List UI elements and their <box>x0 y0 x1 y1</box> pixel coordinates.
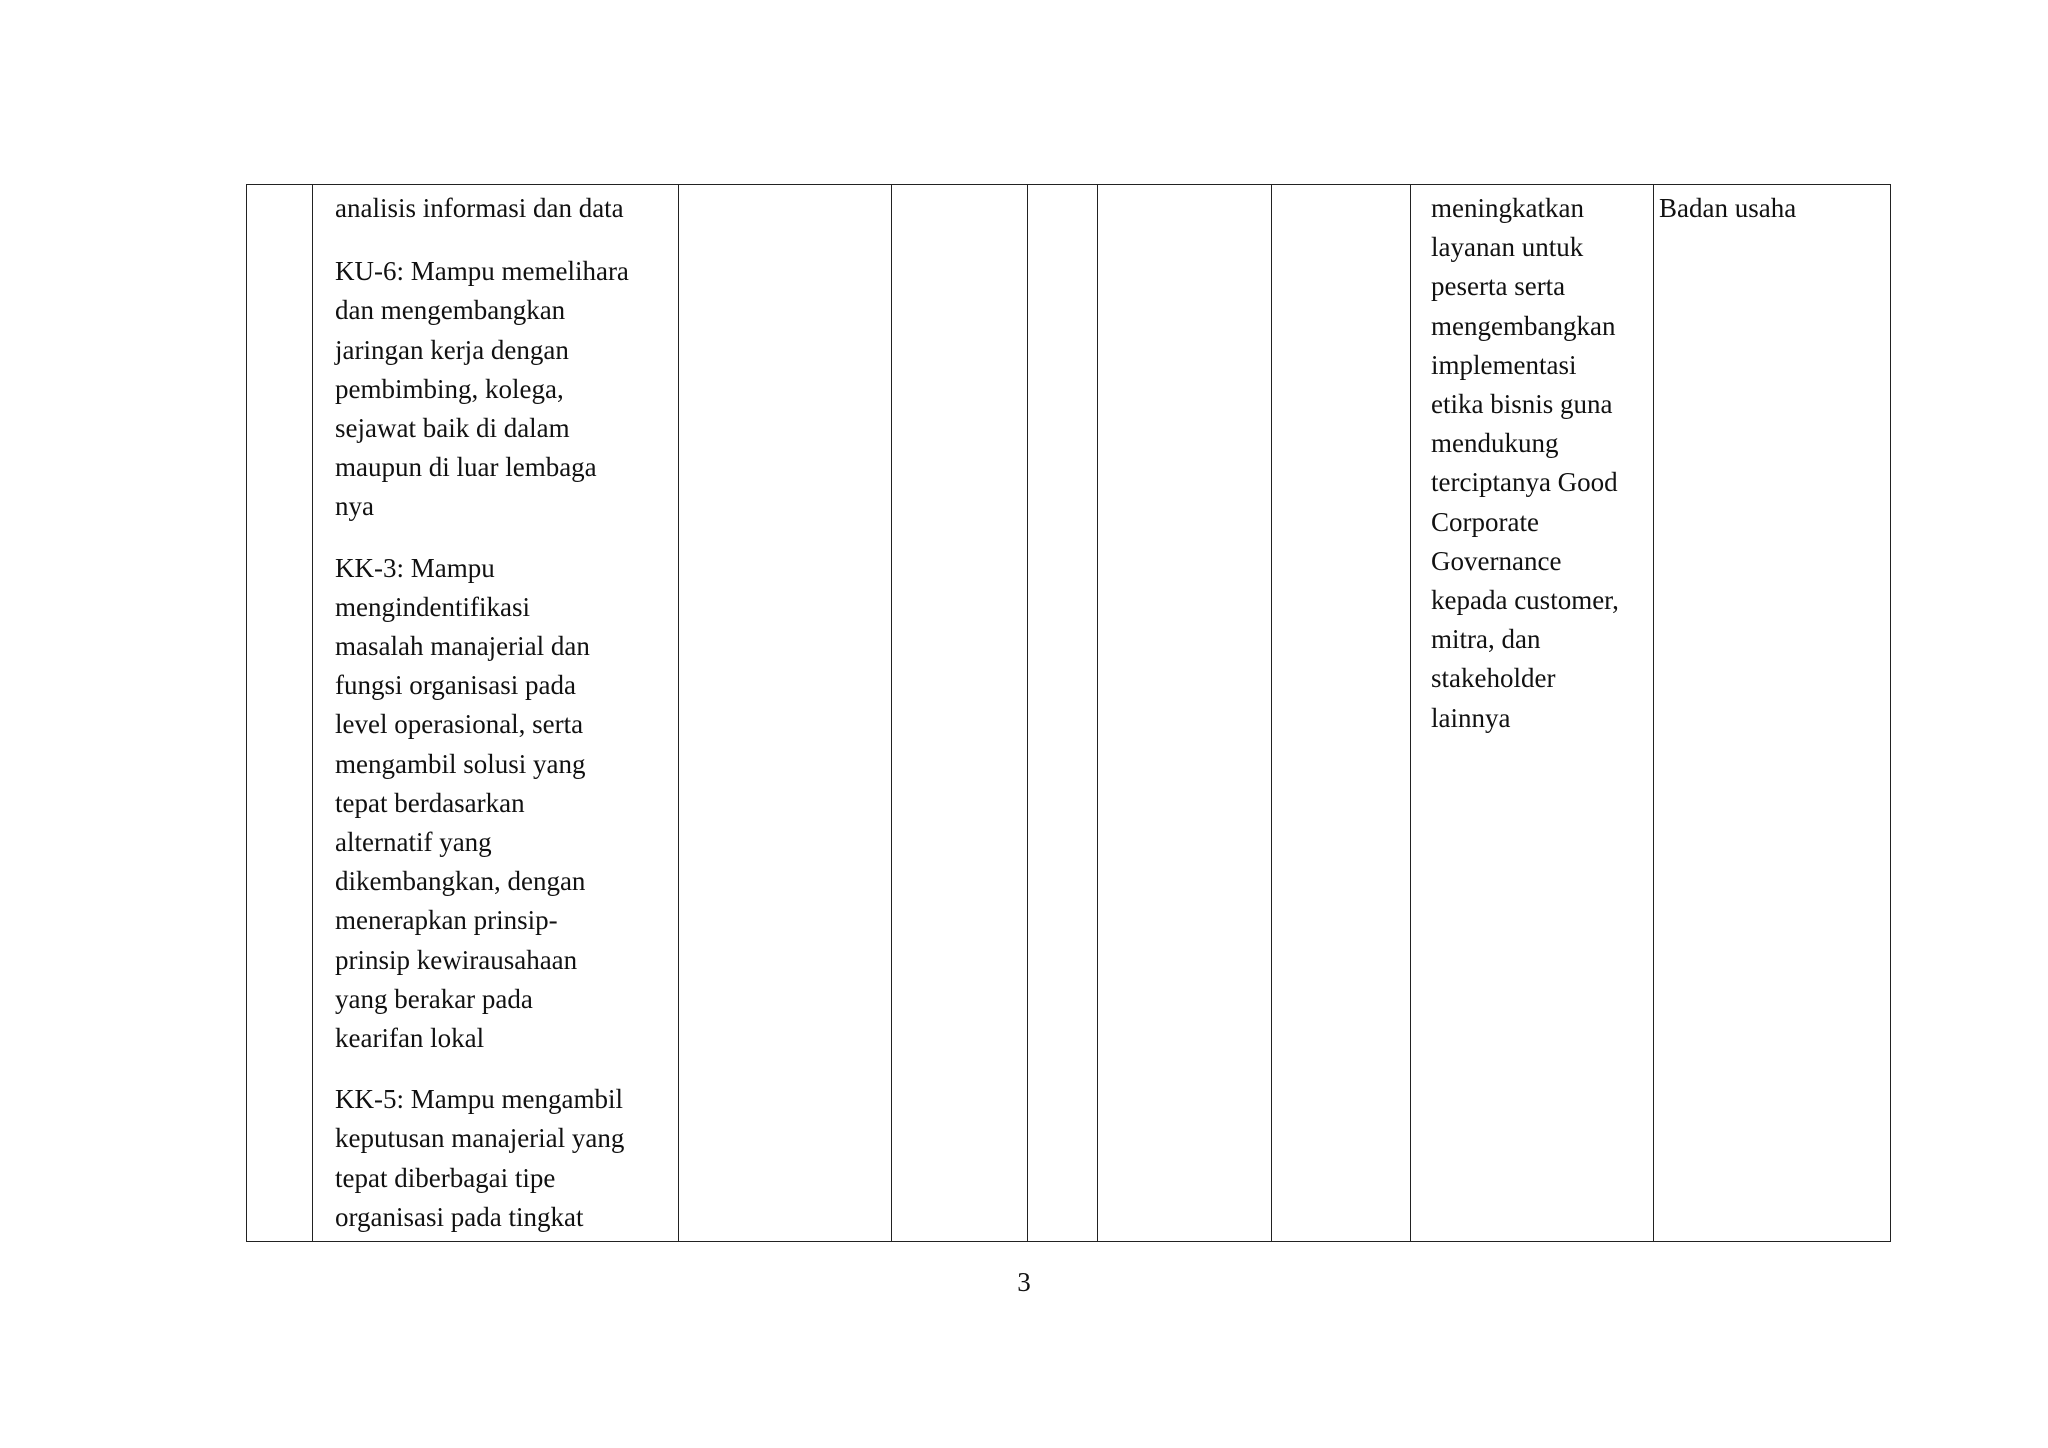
table-cell-description <box>1411 185 1654 1242</box>
outcome-text-intro: analisis informasi dan data <box>335 193 624 223</box>
table-cell-number <box>247 185 313 1242</box>
table-cell-empty-5 <box>1028 185 1098 1242</box>
outcome-kk-5: KK-5: Mampu mengambil keputusan manajerial yang tepat diberbagai tipe organisasi pada tingkat <box>335 1084 625 1232</box>
outcome-ku-6: KU-6: Mampu memelihara dan mengembangkan jaringan kerja dengan pembimbing, kolega, sejawat baik di dalam maupun di luar lembaga nya <box>335 256 629 522</box>
page-number: 3 <box>1017 1267 1031 1297</box>
description-text: meningkatkan layanan untuk peserta serta mengembangkan implementasi etika bisnis guna mendukung terciptanya Good Corporate Governance kepada customer, mitra, dan stakeholder lainnya <box>1431 193 1619 733</box>
partner-text: Badan usaha <box>1659 193 1797 223</box>
table-row <box>247 185 1891 1242</box>
table-cell-empty-6 <box>1098 185 1272 1242</box>
table-cell-empty-3 <box>679 185 892 1242</box>
table-cell-empty-4 <box>892 185 1028 1242</box>
table-cell-partner <box>1654 185 1891 1242</box>
table-cell-learning-outcomes <box>313 185 679 1242</box>
content-table <box>246 184 1891 1242</box>
outcome-kk-3: KK-3: Mampu mengindentifikasi masalah manajerial dan fungsi organisasi pada level operasional, serta mengambil solusi yang tepat berdasarkan alternatif yang dikembangkan, dengan menerapkan prinsip- prinsip kewirausahaan yang berakar pada kearifan lokal <box>335 552 590 1054</box>
table-cell-empty-7 <box>1272 185 1411 1242</box>
